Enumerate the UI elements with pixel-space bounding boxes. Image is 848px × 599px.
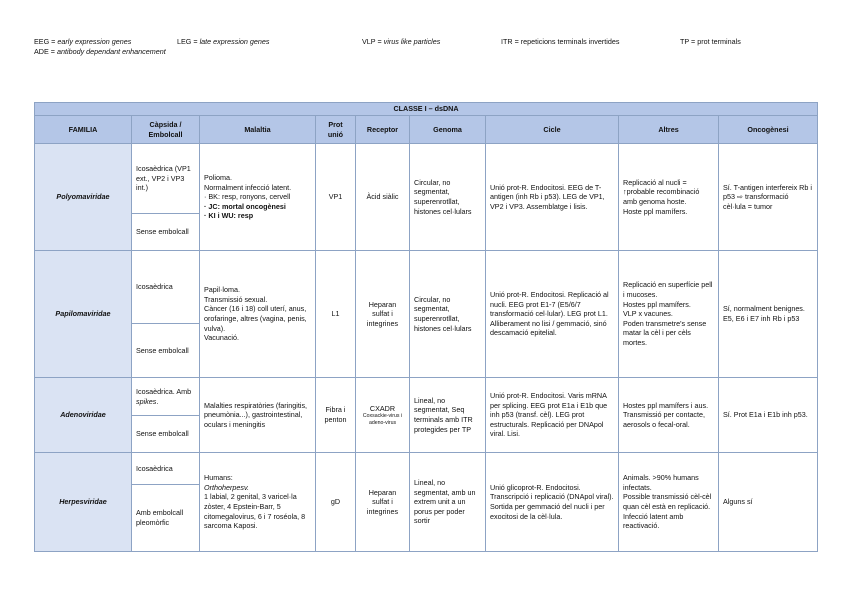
protein-cell: gD	[316, 453, 356, 552]
cycle-cell: Unió glicoprot-R. Endocitosi. Transcripció i replicació (DNApol viral). Sortida per gemmació del nucli i per exocitosi de la cèl·lula.	[486, 453, 619, 552]
header-familia: FAMILIA	[35, 116, 132, 144]
receptor-note: Coxsackie-virus i adeno-virus	[362, 413, 403, 426]
family-polyomaviridae: Polyomaviridae	[35, 144, 132, 251]
protein-cell: Fibra i penton	[316, 378, 356, 453]
genome-cell: Lineal, no segmentat, Seq terminals amb ITR protegides per TP	[410, 378, 486, 453]
envelope-cell: Sense embolcall	[132, 324, 200, 378]
envelope-cell: Sense embolcall	[132, 416, 200, 453]
genome-cell: Circular, no segmentat, superenrotllat, histones cel·lulars	[410, 144, 486, 251]
header-altres: Altres	[619, 116, 719, 144]
class-title: CLASSE I – dsDNA	[35, 103, 818, 116]
cycle-cell: Unió prot-R. Endocitosi. EEG de T-antigen (inh Rb i p53). LEG de VP1, VP2 i VP3. Assemblatge i lisis.	[486, 144, 619, 251]
header-capsida: Càpsida / Embolcall	[132, 116, 200, 144]
capsid-cell: Icosaèdrica. Amb spikes.	[132, 378, 200, 416]
receptor-cell: Heparan sulfat i integrines	[356, 251, 410, 378]
genome-cell: Lineal, no segmentat, amb un extrem unit a un porus per poder sortir	[410, 453, 486, 552]
onco-cell: Sí. Prot E1a i E1b inh p53.	[719, 378, 818, 453]
header-malaltia: Malaltia	[200, 116, 316, 144]
legend-ade: ADE = antibody dependant enhancement	[34, 47, 166, 56]
table-row	[35, 453, 818, 485]
legend-tp: TP = prot terminals	[680, 37, 741, 46]
disease-cell: Malalties respiratòries (faringitis, pneumònia...), gastrointestinal, oculars i meningitis	[200, 378, 316, 453]
genome-cell: Circular, no segmentat, superenrotllat, histones cel·lulars	[410, 251, 486, 378]
legend-line-1	[34, 37, 131, 47]
header-genoma: Genoma	[410, 116, 486, 144]
disease-cell: Papil·loma. Transmissió sexual. Càncer (16 i 18) coll uterí, anus, orofaringe, altres (vagina, penis, vulva). Vacunació.	[200, 251, 316, 378]
receptor-cell: CXADR Coxsackie-virus i adeno-virus	[356, 378, 410, 453]
header-receptor: Receptor	[356, 116, 410, 144]
header-prot-unio: Prot unió	[316, 116, 356, 144]
onco-cell: Alguns sí	[719, 453, 818, 552]
other-cell: Hostes ppl mamífers i aus. Transmissió per contacte, aerosols o fecal-oral.	[619, 378, 719, 453]
family-papilomaviridae: Papilomaviridae	[35, 251, 132, 378]
other-cell: Animals. >90% humans infectats. Possible transmissió cèl-cèl quan cèl està en replicació. Infecció latent amb reactivació.	[619, 453, 719, 552]
header-row	[35, 116, 818, 144]
legend-leg: LEG = late expression genes	[177, 37, 270, 46]
legend-itr: ITR = repeticions terminals invertides	[501, 37, 620, 46]
receptor-cell: Àcid siàlic	[356, 144, 410, 251]
legend-eeg: EEG = early expression genes	[34, 37, 132, 46]
header-oncogenesi: Oncogènesi	[719, 116, 818, 144]
table-row	[35, 144, 818, 214]
cycle-cell: Unió prot-R. Endocitosi. Varis mRNA per splicing. EEG prot E1a i E1b que inh p53 (transf. cèl). LEG prot estructurals. Replicació per DNApol viral. Lisi.	[486, 378, 619, 453]
protein-cell: L1	[316, 251, 356, 378]
table-row	[35, 378, 818, 416]
disease-cell: Polioma. Normalment infecció latent. · BK: resp, ronyons, cervell · JC: mortal oncogènesi · KI i WU: resp	[200, 144, 316, 251]
envelope-cell: Sense embolcall	[132, 214, 200, 251]
receptor-cell: Heparan sulfat i integrines	[356, 453, 410, 552]
capsid-cell: Icosaèdrica	[132, 453, 200, 485]
disease-cell: Humans: Orthoherpesv. 1 labial, 2 genital, 3 varicel·la zòster, 4 Epstein-Barr, 5 citomegalovirus, 6 i 7 roséola, 8 sarcoma Kaposi.	[200, 453, 316, 552]
virus-classification-table	[34, 102, 818, 552]
other-cell: Replicació en superfície pell i mucoses. Hostes ppl mamífers. VLP x vacunes. Poden transmetre's sense matar la cèl i per cèls mortes.	[619, 251, 719, 378]
onco-cell: Sí. T-antigen interfereix Rb i p53 ⇨ transformació cèl·lula = tumor	[719, 144, 818, 251]
family-herpesviridae: Herpesviridae	[35, 453, 132, 552]
protein-cell: VP1	[316, 144, 356, 251]
family-adenoviridae: Adenoviridae	[35, 378, 132, 453]
capsid-cell: Icosaèdrica (VP1 ext., VP2 i VP3 int.)	[132, 144, 200, 214]
capsid-cell: Icosaèdrica	[132, 251, 200, 324]
cycle-cell: Unió prot-R. Endocitosi. Replicació al nucli. EEG prot E1-7 (E5/6/7 transformació cel·lular). LEG prot L1. Alliberament no lisi / gemmació, sinó descamació epitelial.	[486, 251, 619, 378]
legend-vlp: VLP = virus like particles	[362, 37, 441, 46]
onco-cell: Sí, normalment benignes. E5, E6 i E7 inh Rb i p53	[719, 251, 818, 378]
envelope-cell: Amb embolcall pleomòrfic	[132, 485, 200, 552]
table-row	[35, 251, 818, 324]
other-cell: Replicació al nucli = ↑probable recombinació amb genoma hoste. Hoste ppl mamífers.	[619, 144, 719, 251]
header-cicle: Cicle	[486, 116, 619, 144]
